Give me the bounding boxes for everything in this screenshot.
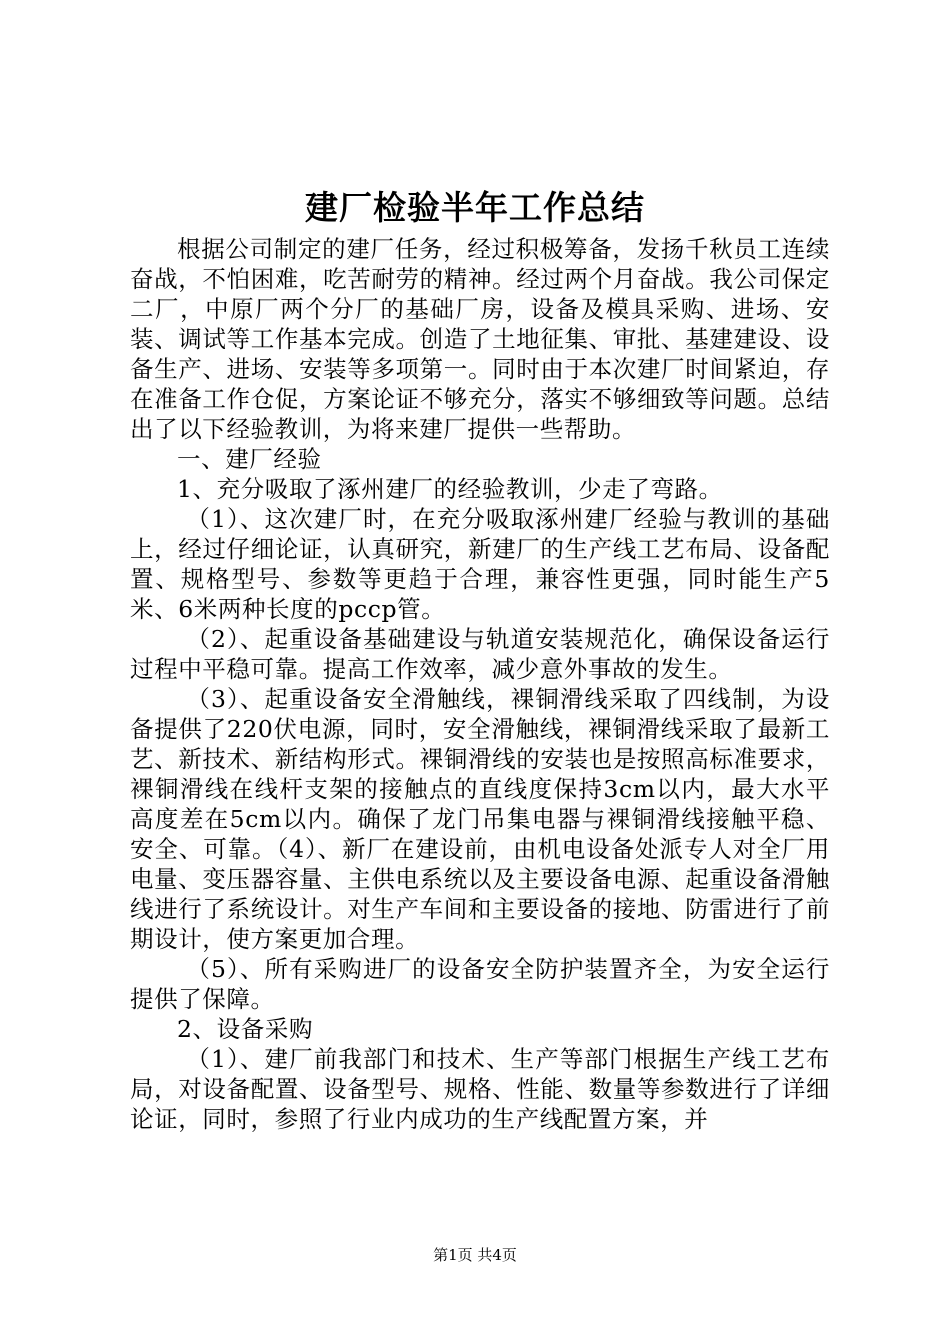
paragraph-procurement-1: （1）、建厂前我部门和技术、生产等部门根据生产线工艺布局，对设备配置、设备型号、规格、性能、数量等参数进行了详细论证，同时，参照了行业内成功的生产线配置方案，并 xyxy=(130,1045,830,1133)
paragraph-item-3: （3）、起重设备安全滑触线，裸铜滑线采取了四线制，为设备提供了220伏电源，同时，安全滑触线，裸铜滑线采取了最新工艺、新技术、新结构形式。裸铜滑线的安装也是按照高标准要求，裸铜滑线在线杆支架的接触点的直线度保持3cm以内，最大水平高度差在5cm以内。确保了龙门吊集电器与裸铜滑线接触平稳、安全、可靠。（4）、新厂在建设前，由机电设备处派专人对全厂用电量、变压器容量、主供电系统以及主要设备电源、起重设备滑触线进行了系统设计。对生产车间和主要设备的接地、防雷进行了前期设计，使方案更加合理。 xyxy=(130,685,830,953)
subsection-heading-procurement: 2、设备采购 xyxy=(177,1015,314,1043)
paragraph-intro: 根据公司制定的建厂任务，经过积极筹备，发扬千秋员工连续奋战，不怕困难，吃苦耐劳的精神。经过两个月奋战。我公司保定二厂，中原厂两个分厂的基础厂房，设备及模具采购、进场、安装、调试等工作基本完成。创造了土地征集、审批、基建建设、设备生产、进场、安装等多项第一。同时由于本次建厂时间紧迫，存在准备工作仓促，方案论证不够充分，落实不够细致等问题。总结出了以下经验教训，为将来建厂提供一些帮助。 xyxy=(130,235,830,443)
subsection-heading-zhuozhou: 1、充分吸取了涿州建厂的经验教训，少走了弯路。 xyxy=(177,475,723,503)
paragraph-item-5: （5）、所有采购进厂的设备安全防护装置齐全，为安全运行提供了保障。 xyxy=(130,955,830,1013)
paragraph-item-2: （2）、起重设备基础建设与轨道安装规范化，确保设备运行过程中平稳可靠。提高工作效率，减少意外事故的发生。 xyxy=(130,625,830,683)
document-title: 建厂检验半年工作总结 xyxy=(305,188,645,227)
section-heading-experience: 一、建厂经验 xyxy=(177,445,322,473)
document-body xyxy=(130,234,830,1134)
page-footer: 第1页 共4页 xyxy=(433,1246,517,1264)
paragraph-item-1: （1）、这次建厂时，在充分吸取涿州建厂经验与教训的基础上，经过仔细论证，认真研究，新建厂的生产线工艺布局、设备配置、规格型号、参数等更趋于合理，兼容性更强，同时能生产5米、6米两种长度的pccp管。 xyxy=(130,505,830,623)
